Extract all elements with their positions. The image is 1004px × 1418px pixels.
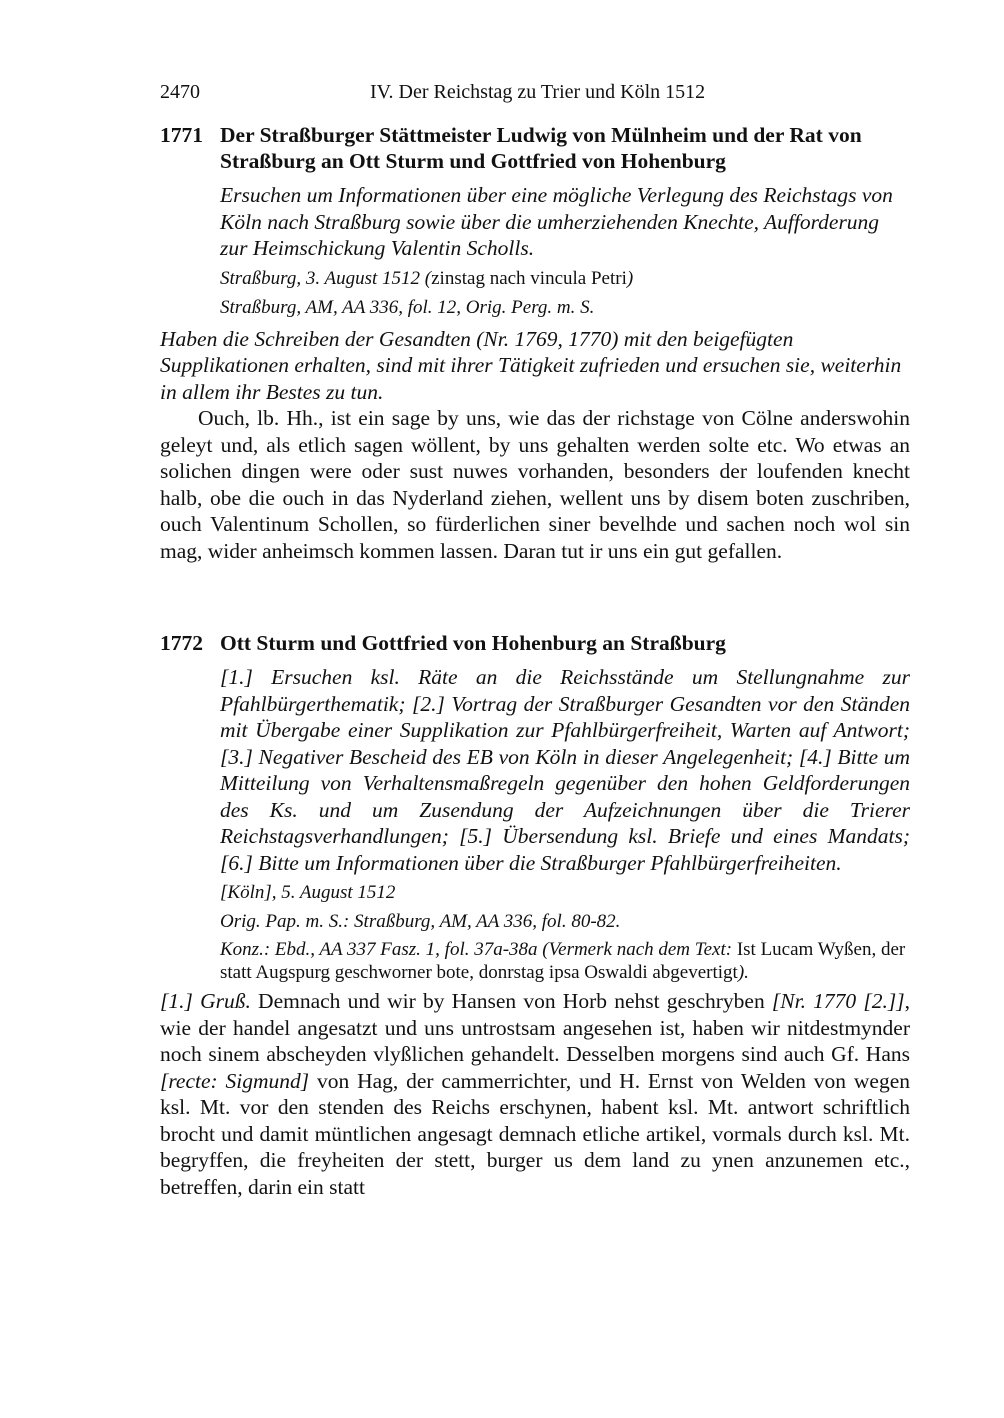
body-section-marker: [1.] Gruß.: [160, 989, 251, 1013]
body-text-part: , wie der handel angesatzt und uns untrostsam angesehen ist, haben wir nitdestmynder noch sinem abscheyden vlyßlichen gehandelt. Desselben morgens sind auch Gf. Hans: [160, 989, 910, 1066]
entry-heading: [160, 122, 910, 174]
section-spacer: [160, 564, 910, 616]
page-number: 2470: [160, 81, 200, 103]
entry-number: 1772: [160, 631, 203, 655]
entry-regest: Ersuchen um Informationen über eine mögliche Verlegung des Reichstags von Köln nach Straßburg sowie über die umherziehenden Knechte, Aufforderung zur Heimschickung Valentin Scholls.: [220, 183, 893, 260]
body-text-part: Demnach und wir by Hansen von Horb nehst geschryben: [250, 989, 772, 1013]
entry-1771: [160, 122, 910, 564]
entry-body: Ouch, lb. Hh., ist ein sage by uns, wie das der richstage von Cölne anderswohin geleyt und, als etlich sagen wöllent, by uns gehalten werden solte etc. Wo etwas an solichen dingen were oder sust nuwes vorhanden, besonders der loufenden knecht halb, obe die ouch in das Nyderland ziehen, wellent uns by disem boten zuschriben, ouch Valentinum Schollen, so fürderlichen siner bevelhde und sachen noch wol sin mag, wider anheimsch kommen lassen. Daran tut ir uns ein gut gefallen.: [160, 406, 910, 563]
konzept-label: Konz.: Ebd., AA 337 Fasz. 1, fol. 37a-38a (Vermerk nach dem Text:: [220, 939, 737, 960]
body-text-part: von Hag, der cammerrichter, und H. Ernst von Welden von wegen ksl. Mt. vor den stenden des Reichs erschynen, habent ksl. Mt. antwort schriftlich brocht und damit müntlichen angesagt demnach etliche artikel, vormals durch ksl. Mt. begryffen, die freyheiten der stett, burger us dem land zu ynen anzunemen etc., betreffen, darin ein statt: [160, 1068, 910, 1199]
entry-konzept-note: [160, 938, 910, 984]
date-close: ): [626, 267, 634, 289]
running-title: IV. Der Reichstag zu Trier und Köln 1512: [370, 81, 706, 103]
running-header: [160, 78, 910, 108]
entry-title: Ott Sturm und Gottfried von Hohenburg an Straßburg: [220, 631, 726, 655]
document-page: [160, 78, 910, 1200]
body-editorial-note: [recte: Sigmund]: [160, 1068, 310, 1093]
date-original: zinstag nach vincula Petri: [431, 267, 627, 289]
entry-1772: [160, 630, 910, 1200]
entry-regest: [1.] Ersuchen ksl. Räte an die Reichsstände um Stellungnahme zur Pfahlbürgerthematik; [2.] Vortrag der Straßburger Gesandten vor den Ständen mit Übergabe einer Supplikation zur Pfahlbürgerfreiheit, Warten auf Antwort; [3.] Negativer Bescheid des EB von Köln in dieser Angelegenheit; [4.] Bitte um Mitteilung von Verhaltensmaßregeln gegenüber den hohen Geldforderungen des Ks. und um Zusendung der Aufzeichnungen über die Trierer Reichstagsverhandlungen; [5.] Übersendung ksl. Briefe und eines Mandats; [6.] Bitte um Informationen über die Straßburger Pfahlbürgerfreiheiten.: [220, 665, 910, 875]
body-reference: [Nr. 1770 [2.]]: [771, 989, 905, 1013]
entry-source: Orig. Pap. m. S.: Straßburg, AM, AA 336, fol. 80-82.: [220, 911, 621, 932]
konzept-close: ).: [737, 962, 749, 983]
entry-number: 1771: [160, 123, 203, 147]
entry-summary: Haben die Schreiben der Gesandten (Nr. 1769, 1770) mit den beigefügten Supplikationen erhalten, sind mit ihrer Tätigkeit zufrieden und ersuchen sie, weiterhin in allem ihr Bestes zu tun.: [160, 326, 902, 404]
date-place: Straßburg, 3. August 1512 (: [220, 267, 432, 289]
entry-date: [160, 266, 910, 291]
entry-body: [160, 988, 910, 1200]
entry-source: Straßburg, AM, AA 336, fol. 12, Orig. Perg. m. S.: [220, 296, 595, 318]
entry-date: [Köln], 5. August 1512: [220, 882, 396, 903]
entry-title: Der Straßburger Stättmeister Ludwig von Mülnheim und der Rat von Straßburg an Ott Sturm und Gottfried von Hohenburg: [220, 123, 862, 173]
entry-heading: [160, 630, 910, 656]
konzept-quote: Ist Lucam Wyßen, der statt Augspurg geschworner bote, donrstag ipsa Oswaldi abgevertigt: [220, 939, 906, 983]
